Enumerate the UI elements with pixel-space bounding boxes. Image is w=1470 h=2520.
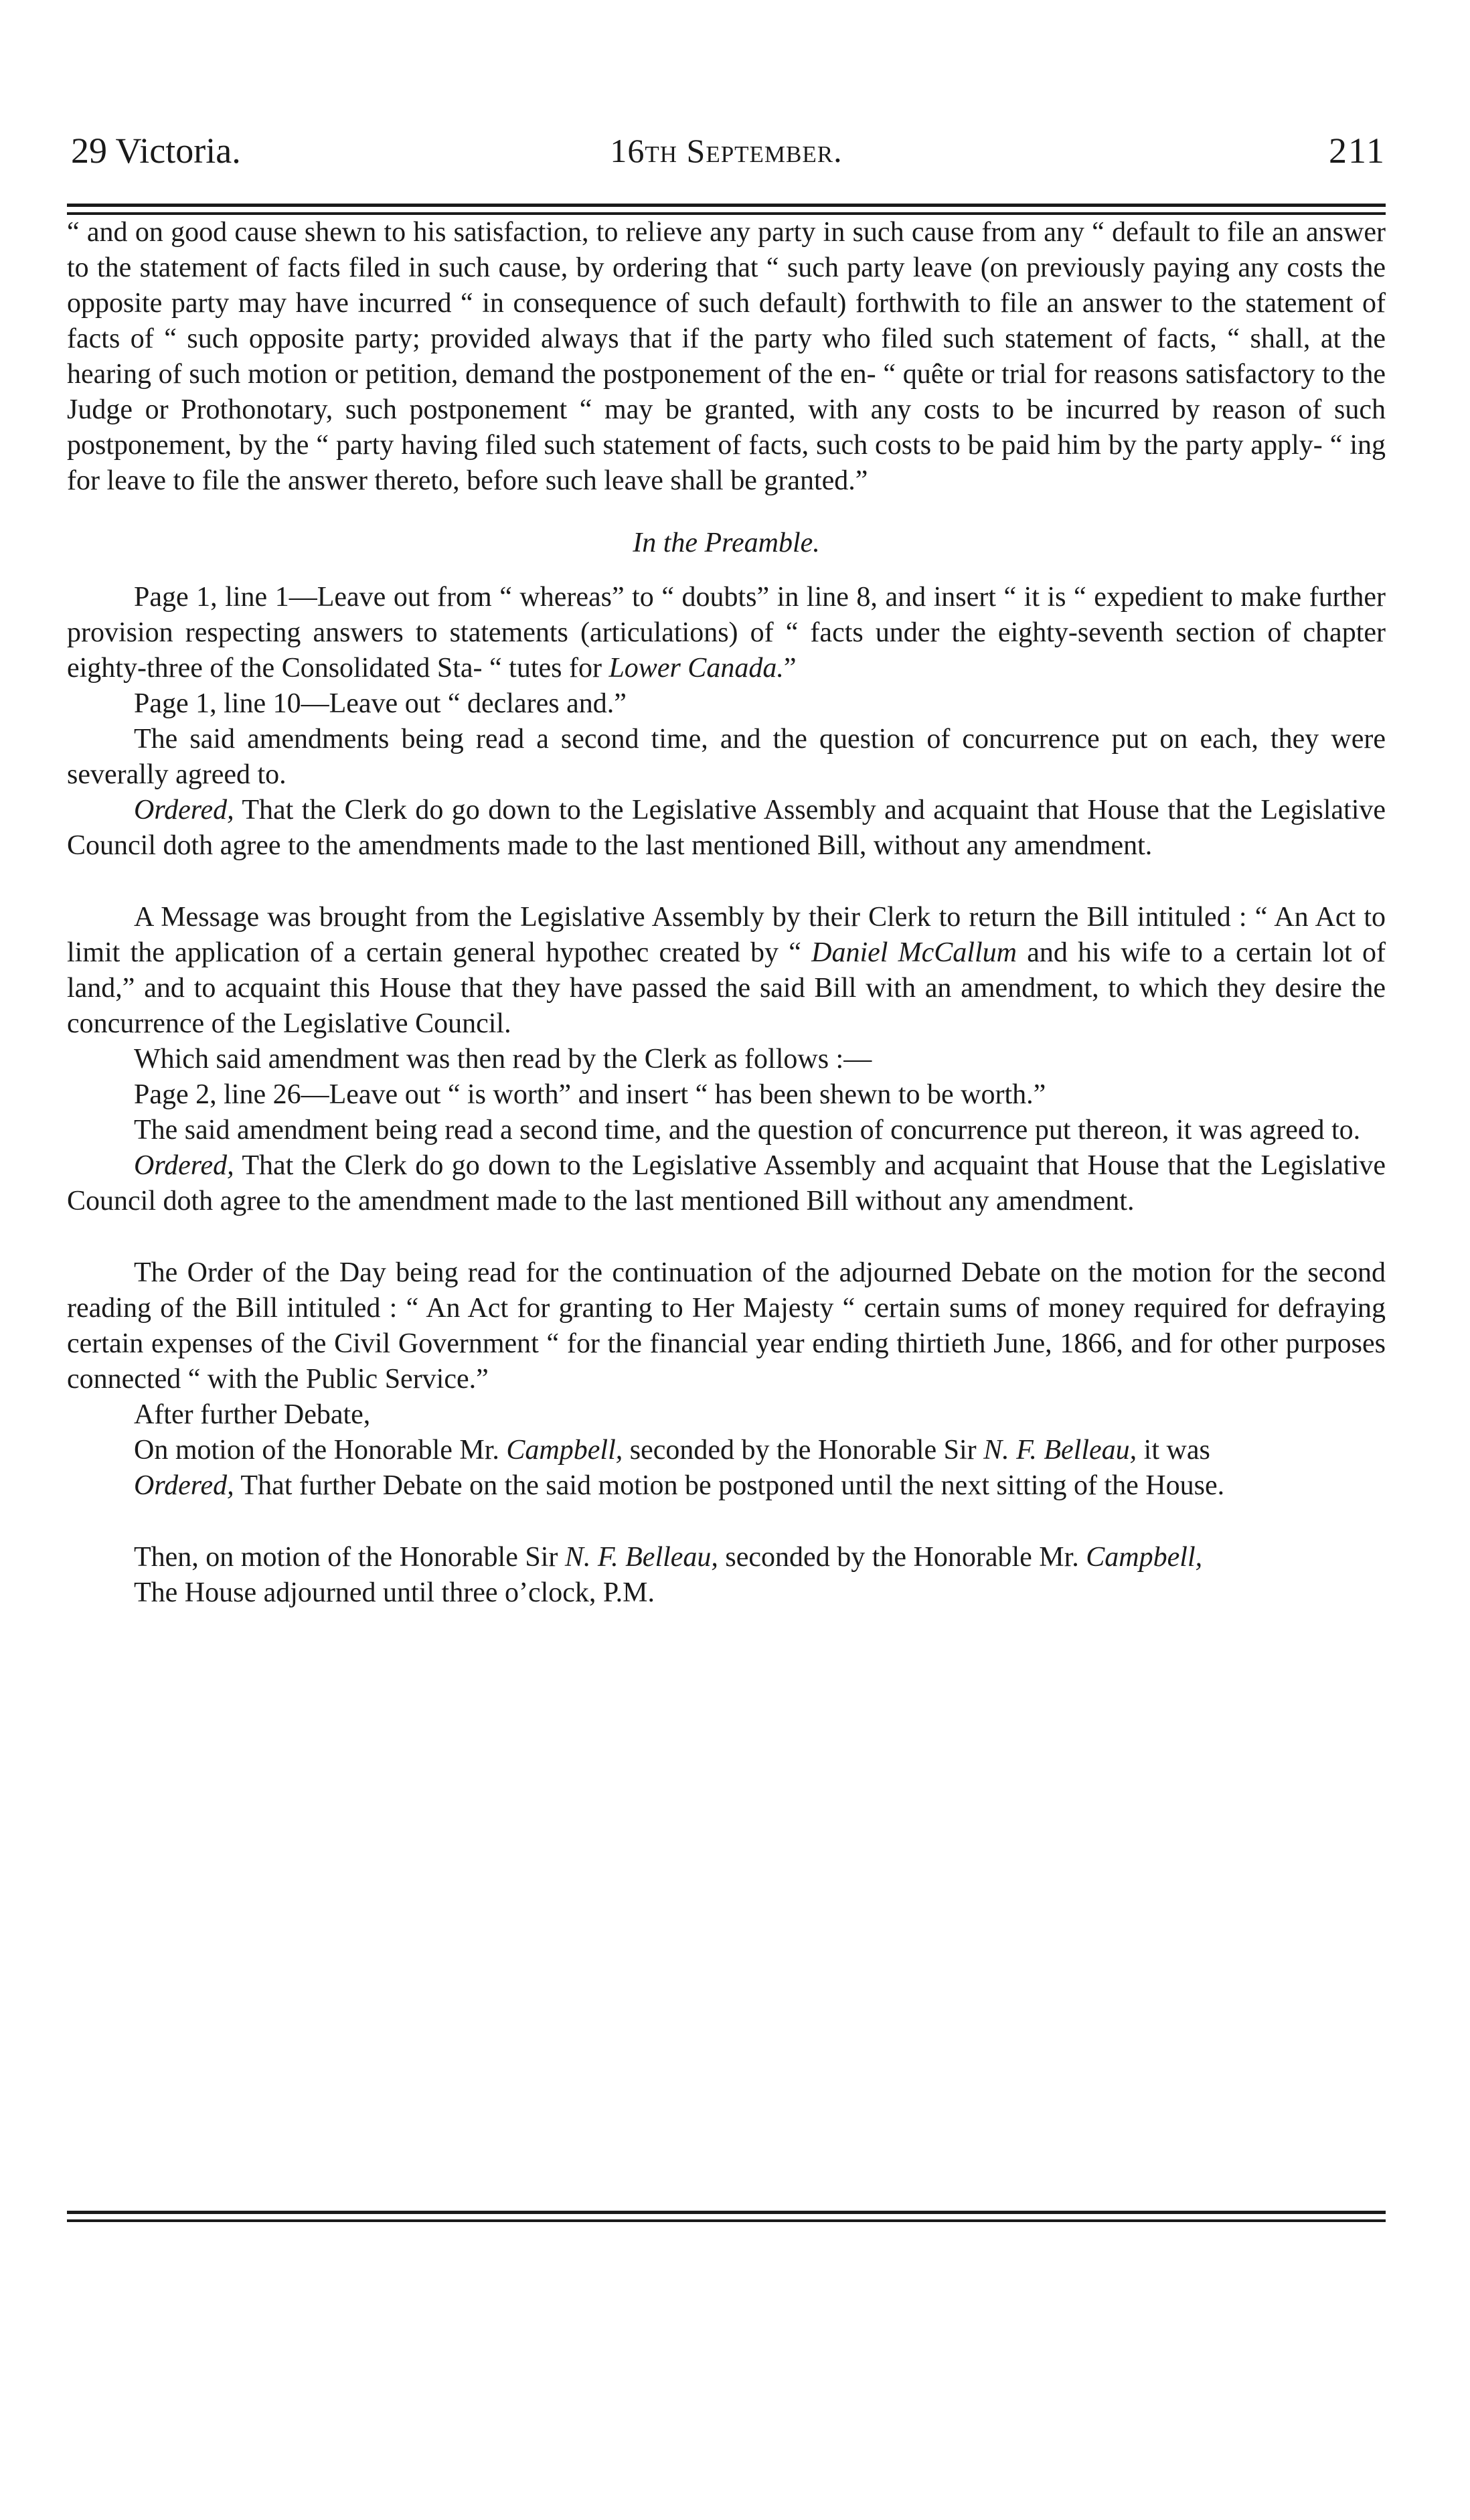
motion-text-b: seconded by the Honorable Sir bbox=[623, 1435, 984, 1466]
order-text: That further Debate on the said motion be postponed until the next sitting of the House. bbox=[234, 1470, 1225, 1501]
spacer bbox=[67, 864, 1386, 900]
session-label: 29 Victoria. bbox=[71, 131, 241, 171]
message-text-b: and his wife to a certain lot of land,” and to acquaint this House that they have passed the said Bill with an amendment, to which they desire the concurrence of the Legislative Council. bbox=[67, 937, 1386, 1039]
adjournment-paragraph: The House adjourned until three o’clock, P.M. bbox=[134, 1577, 655, 1608]
order-paragraph-3 bbox=[67, 1468, 1386, 1504]
motion-paragraph bbox=[67, 1433, 1386, 1468]
order-text: That the Clerk do go down to the Legislative Assembly and acquaint that House that the Legislative Council doth agree to the amendments made to the last mentioned Bill, without any amendment. bbox=[67, 795, 1386, 861]
italic-place-name: Lower Canada. bbox=[608, 653, 784, 684]
ordered-label: Ordered, bbox=[134, 1150, 234, 1181]
quoted-amendment-paragraph: “ and on good cause shewn to his satisfaction, to relieve any party in such cause from any “ default to file an answer to the statement of facts filed in such cause, by ordering that “ such party leave (on previously paying any costs the opposite party may have incurred “ in consequence of such default) forthwith to file an answer to the statement of facts of “ such opposite party; provided always that if the party who filed such statement of facts, “ shall, at the hearing of such motion or petition, demand the postponement of the en- “ quête or trial for reasons satisfactory to the Judge or Prothonotary, such postponement “ may be granted, with any costs to be incurred by reason of such postponement, by the “ party having filed such statement of facts, such costs to be paid him by the party apply- “ ing for leave to file the answer thereto, before such leave shall be granted.” bbox=[67, 217, 1386, 496]
page-number: 211 bbox=[1329, 131, 1386, 171]
header-rule bbox=[67, 204, 1386, 215]
adjournment-text-b: seconded by the Honorable Mr. bbox=[718, 1542, 1086, 1573]
order-text: That the Clerk do go down to the Legislative Assembly and acquaint that House that the Legislative Council doth agree to the amendment made to the last mentioned Bill without any amendment. bbox=[67, 1150, 1386, 1216]
closing-quote: ” bbox=[783, 653, 797, 684]
concurrence-paragraph: The said amendments being read a second time, and the question of concurrence put on each, they were severally agreed to. bbox=[67, 724, 1386, 790]
amendment-paragraph-1 bbox=[67, 580, 1386, 686]
amendment-text: Page 1, line 1—Leave out from “ whereas” to “ doubts” in line 8, and insert “ it is “ expedient to make further provision respecting answers to statements (articulations) of “ facts under the eighty-seventh section of chapter eighty-three of the Consolidated Sta- “ tutes for bbox=[67, 582, 1386, 684]
running-head bbox=[67, 114, 1386, 187]
journal-page bbox=[67, 114, 1386, 1611]
spacer bbox=[67, 1504, 1386, 1540]
amendment-paragraph-2: Page 1, line 10—Leave out “ declares and.” bbox=[134, 688, 627, 719]
motion-text-c: it was bbox=[1137, 1435, 1210, 1466]
italic-person-name: Daniel McCallum bbox=[811, 937, 1017, 968]
order-paragraph-2 bbox=[67, 1148, 1386, 1219]
footer-rule bbox=[67, 2211, 1386, 2222]
ordered-label: Ordered, bbox=[134, 1470, 234, 1501]
order-paragraph-1 bbox=[67, 793, 1386, 864]
message-text-a: A Message was brought from the Legislative Assembly by their Clerk to return the Bill intituled : “ An Act to limit the application of a certain general hypothec created by “ bbox=[67, 902, 1386, 968]
date-label: 16th September. bbox=[610, 132, 843, 169]
ordered-label: Ordered, bbox=[134, 795, 234, 825]
amendment-paragraph-3: Page 2, line 26—Leave out “ is worth” and insert “ has been shewn to be worth.” bbox=[134, 1079, 1046, 1110]
italic-member-name: N. F. Belleau, bbox=[983, 1435, 1137, 1466]
reading-paragraph: Which said amendment was then read by the Clerk as follows :— bbox=[134, 1044, 872, 1075]
debate-paragraph: After further Debate, bbox=[134, 1399, 371, 1430]
italic-member-name: N. F. Belleau, bbox=[564, 1542, 718, 1573]
adjournment-motion-paragraph bbox=[67, 1540, 1386, 1575]
order-of-day-paragraph: The Order of the Day being read for the continuation of the adjourned Debate on the motion for the second reading of the Bill intituled : “ An Act for granting to Her Majesty “ certain sums of money required for defraying certain expenses of the Civil Government “ for the financial year ending thirtieth June, 1866, and for other purposes connected “ with the Public Service.” bbox=[67, 1257, 1386, 1395]
message-paragraph bbox=[67, 900, 1386, 1042]
italic-member-name: Campbell, bbox=[506, 1435, 623, 1466]
journal-body bbox=[67, 215, 1386, 1611]
italic-member-name: Campbell, bbox=[1086, 1542, 1203, 1573]
adjournment-text-a: Then, on motion of the Honorable Sir bbox=[134, 1542, 565, 1573]
section-heading: In the Preamble. bbox=[633, 528, 820, 558]
concurrence-paragraph-2: The said amendment being read a second time, and the question of concurrence put thereon, it was agreed to. bbox=[134, 1115, 1361, 1146]
spacer bbox=[67, 1219, 1386, 1255]
motion-text-a: On motion of the Honorable Mr. bbox=[134, 1435, 507, 1466]
